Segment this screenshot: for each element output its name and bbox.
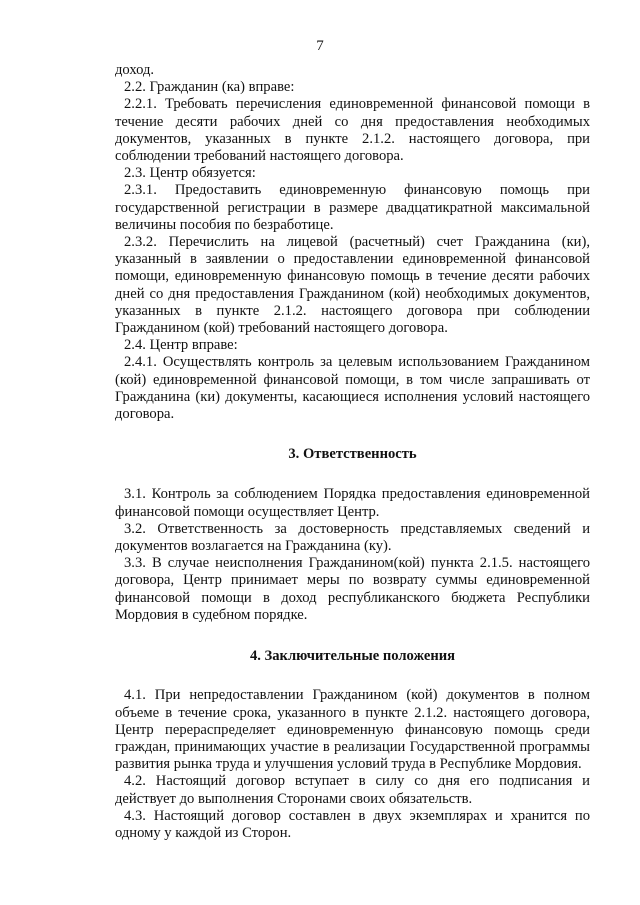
paragraph-2-2: 2.2. Гражданин (ка) вправе: <box>124 79 295 96</box>
paragraph-3-1: 3.1. Контроль за соблюдением Порядка предоставления единовременной финансовой помощи осуществляет Центр. <box>115 486 590 520</box>
section-4-title: 4. Заключительные положения <box>249 648 456 665</box>
paragraph-3-3: 3.3. В случае неисполнения Гражданином(кой) пункта 2.1.5. настоящего договора, Центр принимает меры по возврату суммы единовременной финансовой помощи в доход республиканского бюджета Республики Мордовия в судебном порядке. <box>115 555 590 623</box>
paragraph-doxod: доход. <box>115 62 155 78</box>
paragraph-4-2: 4.2. Настоящий договор вступает в силу со дня его подписания и действует до выполнения Сторонами своих обязательств. <box>115 773 590 807</box>
paragraph-3-2: 3.2. Ответственность за достоверность представляемых сведений и документов возлагается на Гражданина (ку). <box>115 520 590 555</box>
paragraph-2-2-1: 2.2.1. Требовать перечисления единовременной финансовой помощи в течение десяти рабочих дней со дня предоставления необходимых документов, указанных в пункте 2.1.2. настоящего договора, при соблюдении требований настоящего договора. <box>115 96 590 165</box>
document-body <box>115 62 590 842</box>
paragraph-4-1: 4.1. При непредоставлении Гражданином (кой) документов в полном объеме в течение срока, указанного в пункте 2.1.2. настоящего договора, Центр перераспределяет единовременную финансовую помощь среди граждан, принимающих участие в реализации Государственной программы развития рынка труда и улучшения условий труда в Республике Мордовия. <box>115 687 590 773</box>
paragraph-2-3: 2.3. Центр обязуется: <box>124 165 256 182</box>
page-number: 7 <box>316 38 324 54</box>
section-3-title: 3. Ответственность <box>288 446 417 463</box>
paragraph-2-4: 2.4. Центр вправе: <box>124 337 238 354</box>
paragraph-2-4-1: 2.4.1. Осуществлять контроль за целевым использованием Гражданином (кой) единовременной финансовой помощи, в том числе запрашивать от Гражданина (ки) документы, касающиеся исполнения условий настоящего договора. <box>115 354 590 423</box>
paragraph-2-3-2: 2.3.2. Перечислить на лицевой (расчетный) счет Гражданина (ки), указанный в заявлении о предоставлении единовременной финансовой помощи, единовременную финансовую помощь в течение десяти рабочих дней со дня предоставления Гражданином (кой) необходимых документов, указанных в пункте 2.1.2. настоящего договора при соблюдении Гражданином (кой) требований настоящего договора. <box>115 234 590 337</box>
paragraph-2-3-1: 2.3.1. Предоставить единовременную финансовую помощь при государственной регистрации в размере двадцатикратной максимальной величины пособия по безработице. <box>115 182 590 233</box>
paragraph-4-3: 4.3. Настоящий договор составлен в двух экземплярах и хранится по одному у каждой из Сторон. <box>115 807 590 841</box>
